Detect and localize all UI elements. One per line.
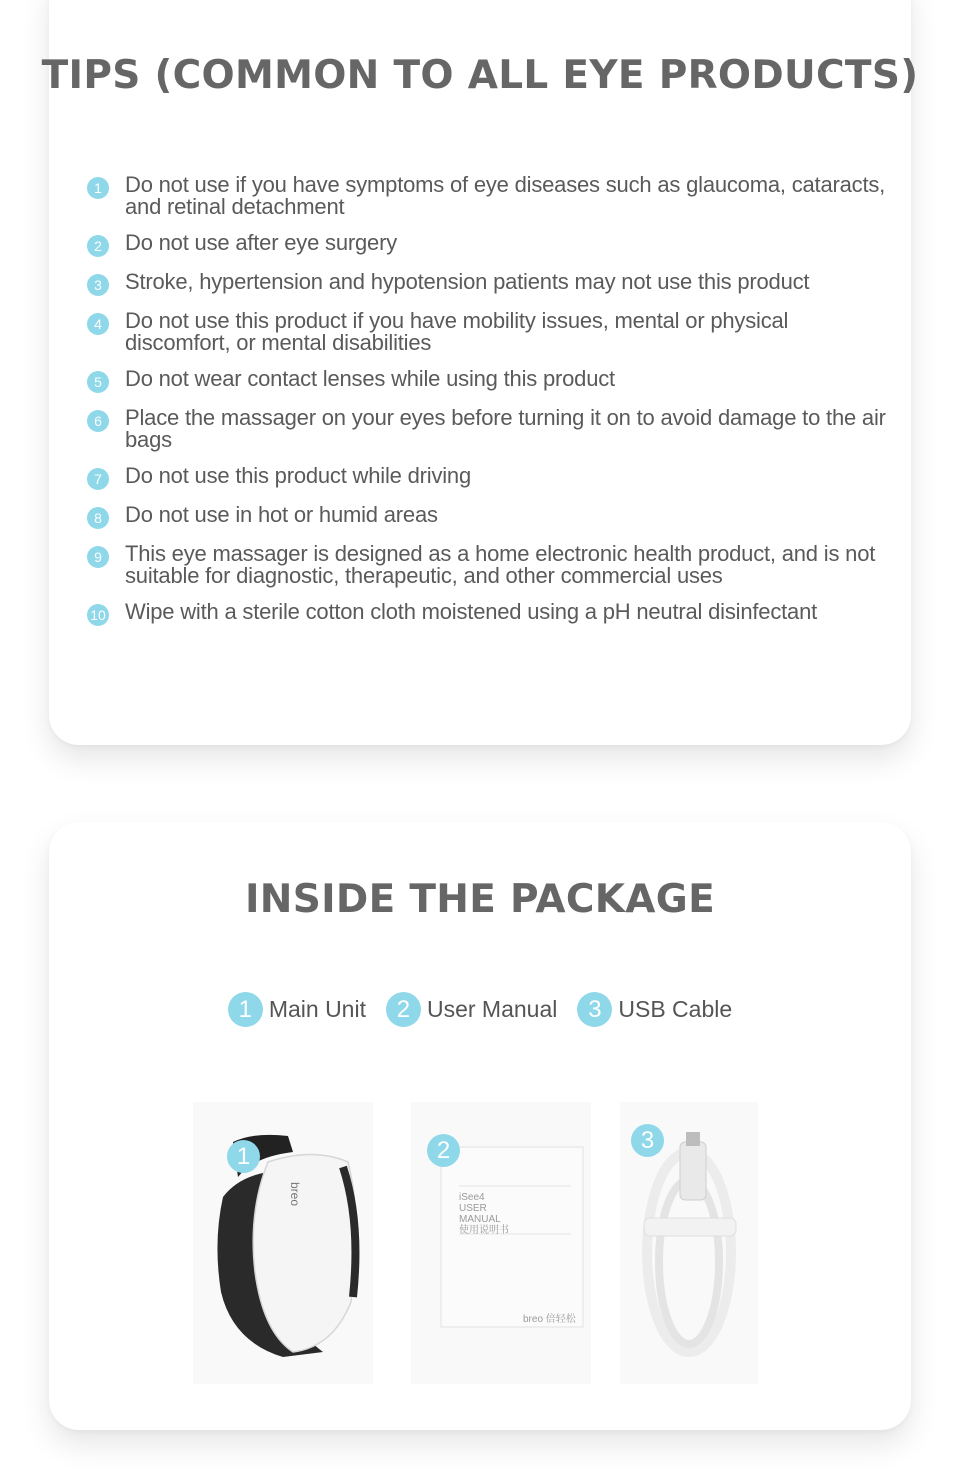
package-number-badge: 2: [386, 992, 421, 1027]
tip-item: [87, 232, 887, 257]
package-item-label: Main Unit: [268, 996, 366, 1022]
tip-item: [87, 601, 887, 626]
eye-massager-illustration: [193, 1102, 373, 1384]
usb-cable-image: [620, 1102, 758, 1384]
image-number-badge: 2: [427, 1134, 460, 1167]
tip-item: [87, 504, 887, 529]
image-number-badge: 1: [227, 1140, 260, 1173]
tip-text: Place the massager on your eyes before turning it on to avoid damage to the air bags: [125, 405, 886, 452]
tip-text: Do not use if you have symptoms of eye diseases such as glaucoma, cataracts, and retinal detachment: [125, 172, 886, 219]
tip-number-badge: 1: [87, 177, 109, 199]
tip-text: Do not use in hot or humid areas: [125, 502, 438, 527]
tip-text: Do not use after eye surgery: [125, 230, 397, 255]
tip-number-badge: 9: [87, 546, 109, 568]
tip-text: Do not use this product while driving: [125, 463, 472, 488]
tip-text: Do not wear contact lenses while using this product: [125, 366, 615, 391]
package-title: INSIDE THE PACKAGE: [244, 877, 716, 922]
tip-number-badge: 10: [87, 604, 109, 626]
tip-number-badge: 3: [87, 274, 109, 296]
manual-cover-text: iSee4 USER MANUAL 使用说明书: [459, 1192, 509, 1236]
tip-item: [87, 368, 887, 393]
tip-number-badge: 5: [87, 371, 109, 393]
user-manual-image: [411, 1102, 591, 1384]
package-item-label: User Manual: [426, 996, 558, 1022]
tips-title: TIPS (COMMON TO ALL EYE PRODUCTS): [41, 53, 919, 98]
tips-list: [87, 174, 887, 640]
tip-item: [87, 543, 887, 587]
package-item-usb-cable: [577, 992, 732, 1027]
tip-item: [87, 407, 887, 451]
tip-text: Wipe with a sterile cotton cloth moistened using a pH neutral disinfectant: [125, 599, 818, 624]
package-item-main-unit: [228, 992, 366, 1027]
tip-text: Do not use this product if you have mobility issues, mental or physical discomfort, or mental disabilities: [125, 308, 789, 355]
tip-item: [87, 174, 887, 218]
tip-number-badge: 6: [87, 410, 109, 432]
tip-number-badge: 7: [87, 468, 109, 490]
image-number-badge: 3: [631, 1124, 664, 1157]
package-item-user-manual: [386, 992, 557, 1027]
tip-number-badge: 4: [87, 313, 109, 335]
tip-number-badge: 2: [87, 235, 109, 257]
package-contents-legend: [0, 992, 960, 1027]
device-brand-mark: breo: [288, 1182, 302, 1207]
manual-brand-text: breo 倍轻松: [523, 1314, 576, 1325]
tip-item: [87, 465, 887, 490]
package-number-badge: 3: [577, 992, 612, 1027]
tip-item: [87, 310, 887, 354]
tip-text: Stroke, hypertension and hypotension patients may not use this product: [125, 269, 810, 294]
tip-text: This eye massager is designed as a home electronic health product, and is not suitable for diagnostic, therapeutic, and other commercial uses: [125, 541, 876, 588]
tip-number-badge: 8: [87, 507, 109, 529]
package-item-label: USB Cable: [618, 996, 733, 1022]
package-number-badge: 1: [228, 992, 263, 1027]
main-unit-image: [193, 1102, 373, 1384]
tip-item: [87, 271, 887, 296]
